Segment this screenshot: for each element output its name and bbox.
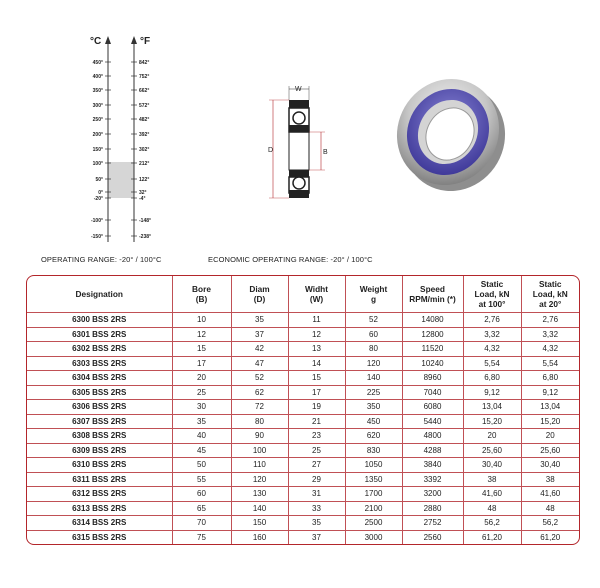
table-cell: 47	[231, 356, 288, 371]
table-cell: 140	[231, 501, 288, 516]
table-cell: 40	[172, 429, 231, 444]
table-cell: 160	[231, 530, 288, 544]
fahrenheit-arrow-icon	[131, 36, 137, 44]
designation-cell: 6304 BSS 2RS	[27, 371, 172, 386]
table-cell: 25,60	[521, 443, 579, 458]
designation-cell: 6306 BSS 2RS	[27, 400, 172, 415]
celsius-tick-label: -150°	[90, 234, 103, 240]
table-cell: 37	[231, 327, 288, 342]
table-cell: 4288	[402, 443, 463, 458]
table-cell: 20	[172, 371, 231, 386]
table-cell: 3840	[402, 458, 463, 473]
table-cell: 2880	[402, 501, 463, 516]
column-header-line: RPM/min (*)	[409, 294, 456, 304]
table-cell: 11520	[402, 342, 463, 357]
table-cell: 41,60	[521, 487, 579, 502]
table-cell: 110	[231, 458, 288, 473]
fahrenheit-tick-label: 212°	[139, 161, 150, 167]
column-header	[463, 276, 521, 313]
table-cell: 15	[288, 371, 345, 386]
designation-cell: 6301 BSS 2RS	[27, 327, 172, 342]
fahrenheit-tick-label: 32°	[139, 190, 147, 196]
column-header-line: Widht	[305, 284, 328, 294]
celsius-tick-label: -100°	[90, 218, 103, 224]
column-header	[231, 276, 288, 313]
table-cell: 13	[288, 342, 345, 357]
table-cell: 27	[288, 458, 345, 473]
table-cell: 6,80	[521, 371, 579, 386]
table-cell: 20	[521, 429, 579, 444]
table-cell: 17	[288, 385, 345, 400]
table-cell: 38	[521, 472, 579, 487]
width-label: W	[295, 86, 302, 93]
table-cell: 12	[172, 327, 231, 342]
table-cell: 30	[172, 400, 231, 415]
operating-range-text: OPERATING RANGE: -20° / 100°C	[41, 255, 162, 264]
celsius-tick-label: 0°	[98, 190, 103, 196]
table-cell: 2752	[402, 516, 463, 531]
table-cell: 830	[345, 443, 402, 458]
table-row	[27, 501, 579, 516]
table-header-row	[27, 276, 579, 313]
table-row	[27, 342, 579, 357]
table-cell: 120	[231, 472, 288, 487]
table-row	[27, 400, 579, 415]
table-cell: 6080	[402, 400, 463, 415]
table-row	[27, 371, 579, 386]
table-cell: 61,20	[463, 530, 521, 544]
table-cell: 17	[172, 356, 231, 371]
economic-operating-range-text: ECONOMIC OPERATING RANGE: -20° / 100°C	[208, 255, 373, 264]
table-row	[27, 429, 579, 444]
table-row	[27, 516, 579, 531]
fahrenheit-tick-label: 662°	[139, 88, 150, 94]
operating-range-band	[108, 162, 134, 198]
table-cell: 120	[345, 356, 402, 371]
table-cell: 50	[172, 458, 231, 473]
celsius-tick-label: 400°	[92, 74, 103, 80]
table-cell: 75	[172, 530, 231, 544]
column-header-line: Diam	[249, 284, 270, 294]
table-cell: 80	[345, 342, 402, 357]
table-cell: 2,76	[463, 313, 521, 328]
table-row	[27, 443, 579, 458]
table-body	[27, 313, 579, 545]
table-row	[27, 385, 579, 400]
table-cell: 56,2	[521, 516, 579, 531]
table-cell: 350	[345, 400, 402, 415]
celsius-tick-label: 150°	[92, 147, 103, 153]
table-cell: 60	[172, 487, 231, 502]
designation-cell: 6311 BSS 2RS	[27, 472, 172, 487]
celsius-tick-label: 200°	[92, 132, 103, 138]
table-cell: 31	[288, 487, 345, 502]
table-cell: 2500	[345, 516, 402, 531]
table-cell: 620	[345, 429, 402, 444]
fahrenheit-tick-label: 752°	[139, 74, 150, 80]
table-cell: 48	[463, 501, 521, 516]
table-cell: 15,20	[463, 414, 521, 429]
bore-label: B	[323, 149, 328, 156]
table-cell: 62	[231, 385, 288, 400]
column-header-line: Weight	[359, 284, 388, 294]
fahrenheit-tick-label: 122°	[139, 177, 150, 183]
table-cell: 2560	[402, 530, 463, 544]
celsius-tick-label: 350°	[92, 88, 103, 94]
table-cell: 5,54	[521, 356, 579, 371]
table-cell: 25	[172, 385, 231, 400]
table-cell: 20	[463, 429, 521, 444]
table-cell: 4,32	[521, 342, 579, 357]
column-header-line: g	[370, 294, 377, 304]
table-cell: 4800	[402, 429, 463, 444]
designation-cell: 6314 BSS 2RS	[27, 516, 172, 531]
ball-bottom	[293, 177, 305, 189]
table-cell: 13,04	[521, 400, 579, 415]
designation-cell: 6305 BSS 2RS	[27, 385, 172, 400]
table-row	[27, 472, 579, 487]
table-cell: 9,12	[463, 385, 521, 400]
designation-cell: 6312 BSS 2RS	[27, 487, 172, 502]
table-cell: 52	[345, 313, 402, 328]
table-cell: 14080	[402, 313, 463, 328]
table-cell: 52	[231, 371, 288, 386]
table-cell: 80	[231, 414, 288, 429]
column-header	[288, 276, 345, 313]
celsius-tick-label: 100°	[92, 161, 103, 167]
table-cell: 56,2	[463, 516, 521, 531]
column-header-line: Static	[538, 279, 562, 289]
column-header-line: Bore	[192, 284, 211, 294]
column-header-line: Designation	[75, 289, 123, 299]
table-cell: 38	[463, 472, 521, 487]
fahrenheit-tick-label: 482°	[139, 117, 150, 123]
column-header-line: Load, kN	[474, 289, 510, 299]
column-header-line: Load, kN	[532, 289, 568, 299]
table-cell: 21	[288, 414, 345, 429]
table-cell: 5,54	[463, 356, 521, 371]
table-cell: 61,20	[540, 532, 561, 542]
table-cell: 140	[345, 371, 402, 386]
table-cell: 35	[288, 516, 345, 531]
celsius-arrow-icon	[105, 36, 111, 44]
column-header-line: (D)	[253, 294, 266, 304]
designation-cell: 6303 BSS 2RS	[27, 356, 172, 371]
fahrenheit-tick-label: 842°	[139, 60, 150, 66]
table-cell: 2,76	[521, 313, 579, 328]
celsius-tick-label: 250°	[92, 117, 103, 123]
table-cell: 23	[288, 429, 345, 444]
scale-ticks	[91, 60, 151, 240]
table-row	[27, 530, 579, 544]
fahrenheit-tick-label: -4°	[139, 196, 146, 202]
table-cell: 225	[345, 385, 402, 400]
outer-diameter-label: D	[268, 147, 274, 154]
table-cell: 35	[172, 414, 231, 429]
table-cell: 55	[172, 472, 231, 487]
table-cell: 72	[231, 400, 288, 415]
column-header	[345, 276, 402, 313]
table-cell: 90	[231, 429, 288, 444]
table-cell: 45	[172, 443, 231, 458]
table-cell: 30,40	[463, 458, 521, 473]
celsius-tick-label: 300°	[92, 103, 103, 109]
table-cell: 3000	[345, 530, 402, 544]
fahrenheit-unit-label: °F	[140, 36, 151, 47]
designation-cell: 6308 BSS 2RS	[27, 429, 172, 444]
table-cell: 25,60	[463, 443, 521, 458]
table-cell: 70	[172, 516, 231, 531]
celsius-tick-label: 50°	[95, 177, 103, 183]
table-cell: 1350	[345, 472, 402, 487]
bearing-specs-table	[26, 275, 580, 545]
designation-cell: 6310 BSS 2RS	[27, 458, 172, 473]
table-cell: 60	[345, 327, 402, 342]
designation-cell: 6302 BSS 2RS	[27, 342, 172, 357]
table-cell: 37	[288, 530, 345, 544]
table-cell: 9,12	[521, 385, 579, 400]
table-row	[27, 458, 579, 473]
table-cell: 12800	[402, 327, 463, 342]
table-cell: 3,32	[463, 327, 521, 342]
table-cell: 450	[345, 414, 402, 429]
table-cell: 6,80	[463, 371, 521, 386]
table-cell: 33	[288, 501, 345, 516]
table-cell: 15,20	[521, 414, 579, 429]
celsius-tick-label: -20°	[93, 196, 103, 202]
table-row	[27, 313, 579, 328]
table-cell: 41,60	[463, 487, 521, 502]
bearing-photo	[388, 72, 512, 196]
column-header-line: at 20°	[539, 299, 562, 309]
table-cell: 4,32	[463, 342, 521, 357]
table-cell: 35	[231, 313, 288, 328]
table-row	[27, 356, 579, 371]
table-cell: 1700	[345, 487, 402, 502]
column-header-line: (B)	[195, 294, 208, 304]
ball-top	[293, 112, 305, 124]
table-cell: 100	[231, 443, 288, 458]
table-row	[27, 327, 579, 342]
designation-cell: 6315 BSS 2RS	[27, 530, 172, 544]
celsius-tick-label: 450°	[92, 60, 103, 66]
table-cell: 12	[288, 327, 345, 342]
table-cell: 13,04	[463, 400, 521, 415]
bearing-cross-section-drawing	[265, 80, 335, 205]
table-cell: 19	[288, 400, 345, 415]
table-cell: 30,40	[521, 458, 579, 473]
outer-ring-bottom	[289, 190, 309, 198]
designation-cell: 6309 BSS 2RS	[27, 443, 172, 458]
fahrenheit-tick-label: -238°	[139, 234, 152, 240]
table-cell: 5440	[402, 414, 463, 429]
column-header-line: Static	[480, 279, 504, 289]
column-header-line: (W)	[309, 294, 324, 304]
fahrenheit-tick-label: 302°	[139, 147, 150, 153]
table-cell: 15	[172, 342, 231, 357]
table-row	[27, 487, 579, 502]
fahrenheit-tick-label: -148°	[139, 218, 152, 224]
fahrenheit-tick-label: 392°	[139, 132, 150, 138]
table-cell: 65	[172, 501, 231, 516]
celsius-unit-label: °C	[90, 36, 102, 47]
table-cell: 11	[288, 313, 345, 328]
table-cell: 7040	[402, 385, 463, 400]
table-cell: 3,32	[521, 327, 579, 342]
column-header	[172, 276, 231, 313]
table-cell: 3200	[402, 487, 463, 502]
designation-cell: 6300 BSS 2RS	[27, 313, 172, 328]
table-cell: 150	[231, 516, 288, 531]
table-cell: 29	[288, 472, 345, 487]
fahrenheit-tick-label: 572°	[139, 103, 150, 109]
table-cell: 14	[288, 356, 345, 371]
column-header	[402, 276, 463, 313]
table-cell: 10240	[402, 356, 463, 371]
column-header	[521, 276, 579, 313]
table-cell: 10	[172, 313, 231, 328]
designation-cell: 6307 BSS 2RS	[27, 414, 172, 429]
table-row	[27, 414, 579, 429]
table-cell: 48	[521, 501, 579, 516]
designation-cell: 6313 BSS 2RS	[27, 501, 172, 516]
column-header-line: Speed	[420, 284, 445, 294]
column-header	[27, 276, 172, 313]
column-header-line: at 100°	[478, 299, 506, 309]
table-cell: 8960	[402, 371, 463, 386]
table-cell: 130	[231, 487, 288, 502]
table-cell: 3392	[402, 472, 463, 487]
temperature-scale	[70, 30, 180, 245]
table-cell: 25	[288, 443, 345, 458]
table-cell: 1050	[345, 458, 402, 473]
outer-ring-top	[289, 100, 309, 108]
table-cell: 42	[231, 342, 288, 357]
table-cell: 2100	[345, 501, 402, 516]
